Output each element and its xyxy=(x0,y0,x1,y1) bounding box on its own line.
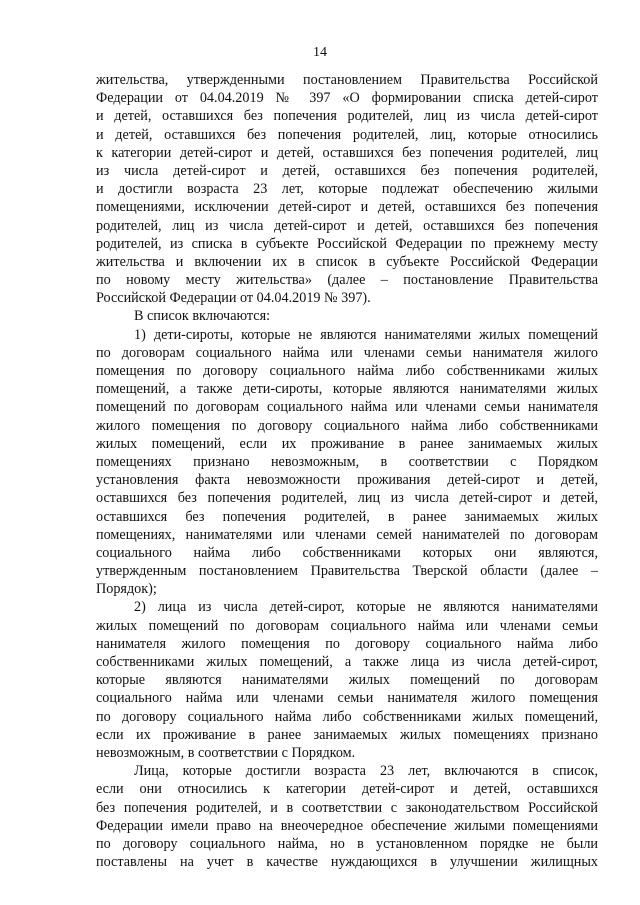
text-line: помещений, а также дети-сироты, которые являются нанимателями жилых xyxy=(96,381,598,398)
text-line: жилых помещений, если их проживание в ранее занимаемых жилых xyxy=(96,435,598,452)
text-line: помещениях, нанимателями или членами семей нанимателей по договорам xyxy=(96,526,598,543)
text-line: В список включаются: xyxy=(134,308,271,325)
text-line: помещениях признано невозможным, в соответствии с Порядком xyxy=(96,453,598,470)
text-line: жилого помещения по договору социального найма либо собственниками xyxy=(96,417,598,434)
text-line: оставшихся без попечения родителей, лиц из числа детей-сирот и детей, xyxy=(96,490,598,507)
text-line: жилых помещений по договорам социального найма или членами семьи xyxy=(96,617,598,634)
text-line: Порядок); xyxy=(96,581,157,598)
document-body xyxy=(96,71,598,871)
text-line: родителей, лиц из числа детей-сирот и детей, оставшихся без попечения xyxy=(96,217,598,234)
text-line: социального найма или членами семьи нанимателя жилого помещения xyxy=(96,690,598,707)
text-line: собственниками жилых помещений, а также лица из числа детей-сирот, xyxy=(96,654,598,670)
text-line: из числа детей-сирот и детей, оставшихся без попечения родителей, xyxy=(96,162,598,179)
text-line: без попечения родителей, и в соответствии с законодательством Российской xyxy=(96,799,598,816)
text-line: нанимателя жилого помещения по договору социального найма либо xyxy=(96,635,598,652)
text-line: 1) дети-сироты, которые не являются нанимателями жилых помещений xyxy=(134,326,598,343)
text-line: социального найма либо собственниками которых они являются, xyxy=(96,544,598,561)
text-line: и детей, оставшихся без попечения родителей, лиц из числа детей-сирот xyxy=(96,108,598,125)
text-line: Федерации имели право на внеочередное обеспечение жилыми помещениями xyxy=(96,817,598,834)
text-line: поставлены на учет в качестве нуждающихся в улучшении жилищных xyxy=(96,854,598,871)
text-line: Лица, которые достигли возраста 23 лет, включаются в список, xyxy=(134,763,598,780)
text-line: по договорам социального найма или членами семьи нанимателя жилого xyxy=(96,344,598,361)
text-line: утвержденным постановлением Правительства Тверской области (далее – xyxy=(96,563,598,580)
text-line: Российской Федерации от 04.04.2019 № 397). xyxy=(96,290,371,307)
text-line: помещений по договорам социального найма или членами семьи нанимателя xyxy=(96,399,598,416)
text-line: если они относились к категории детей-сирот и детей, оставшихся xyxy=(96,781,598,798)
text-line: 2) лица из числа детей-сирот, которые не являются нанимателями xyxy=(134,599,598,616)
text-line: оставшихся без попечения родителей, в ранее занимаемых жилых xyxy=(96,508,598,525)
page-number: 14 xyxy=(313,45,327,60)
text-line: по договору социального найма либо собственниками жилых помещений, xyxy=(96,708,598,725)
text-line: по новому месту жительства» (далее – постановление Правительства xyxy=(96,272,598,289)
text-line: помещениями, исключении детей-сирот и детей, оставшихся без попечения xyxy=(96,199,598,216)
text-line: установления факта невозможности проживания детей-сирот и детей, xyxy=(96,472,598,489)
text-line: и достигли возраста 23 лет, которые подлежат обеспечению жилыми xyxy=(96,181,598,198)
text-line: помещения по договору социального найма либо собственниками жилых xyxy=(96,363,598,379)
text-line: которые являются нанимателями жилых помещений по договорам xyxy=(96,672,598,689)
text-line: по договору социального найма, но в установленном порядке не были xyxy=(96,835,598,852)
text-line: и детей, оставшихся без попечения родителей, лиц, которые относились xyxy=(96,126,598,143)
text-line: жительства, утвержденными постановлением Правительства Российской xyxy=(96,72,598,88)
text-line: родителей, из списка в субъекте Российской Федерации по прежнему месту xyxy=(96,235,598,252)
text-line: если их проживание в ранее занимаемых жилых помещениях признано xyxy=(96,726,598,743)
text-line: к категории детей-сирот и детей, оставшихся без попечения родителей, лиц xyxy=(96,144,598,161)
text-line: Федерации от 04.04.2019 № 397 «О формировании списка детей-сирот xyxy=(96,90,598,107)
text-line: невозможным, в соответствии с Порядком. xyxy=(96,744,356,761)
text-line: жительства и включении их в список в субъекте Российской Федерации xyxy=(96,253,598,270)
